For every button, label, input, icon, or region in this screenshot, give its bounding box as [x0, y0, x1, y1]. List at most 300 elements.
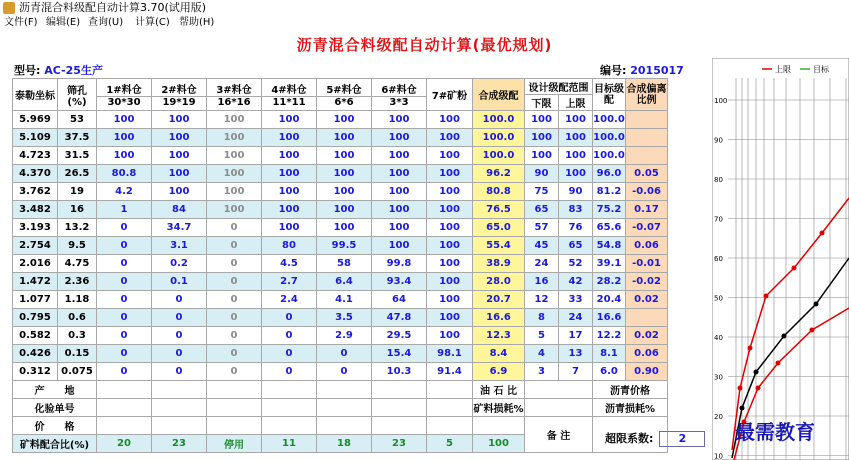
oil-ratio-spacer — [525, 381, 593, 399]
chart-point — [810, 328, 815, 333]
target-cell[interactable]: 6.0 — [593, 363, 626, 381]
legend-upper-label: 上限 — [775, 65, 791, 74]
bin-pass-cell[interactable]: 0.2 — [152, 255, 207, 273]
chart-point — [792, 266, 797, 271]
bin-pass-cell[interactable]: 0.1 — [152, 273, 207, 291]
bin-pass-cell[interactable]: 100 — [97, 111, 152, 129]
bin-pass-cell[interactable]: 100 — [427, 291, 473, 309]
upper-cell[interactable]: 100 — [559, 111, 593, 129]
test-no-bin-3[interactable] — [207, 399, 262, 417]
chart-point — [820, 231, 825, 236]
bin-pass-cell[interactable]: 47.8 — [372, 309, 427, 327]
test-no-powder[interactable] — [427, 399, 473, 417]
chart-point — [782, 334, 787, 339]
bin-pass-cell[interactable]: 100 — [427, 201, 473, 219]
bin-pass-cell[interactable]: 100 — [427, 309, 473, 327]
menu-bar — [0, 16, 849, 30]
bin-pass-cell[interactable]: 100 — [427, 327, 473, 345]
price-bin-4[interactable] — [262, 417, 317, 435]
bin-pass-cell[interactable]: 100 — [372, 183, 427, 201]
test-no-bin-4[interactable] — [262, 399, 317, 417]
bin-pass-cell[interactable]: 0 — [97, 327, 152, 345]
model-label: 型号: — [14, 64, 41, 77]
sieve-cell: 13.2 — [58, 219, 97, 237]
header-bin-4-label: 4#料仓 — [271, 85, 307, 96]
bin-pass-cell[interactable]: 99.8 — [372, 255, 427, 273]
taylor-cell: 0.582 — [13, 327, 58, 345]
bin-pass-cell[interactable]: 100 — [152, 165, 207, 183]
bin-pass-cell[interactable]: 0 — [97, 237, 152, 255]
deviation-cell: 0.90 — [626, 363, 668, 381]
bin-pass-cell[interactable]: 0 — [207, 345, 262, 363]
lower-cell[interactable]: 100 — [525, 111, 559, 129]
composite-cell: 55.4 — [473, 237, 525, 255]
price-bin-5[interactable] — [317, 417, 372, 435]
origin-label: 产 地 — [13, 381, 97, 399]
taylor-cell: 5.969 — [13, 111, 58, 129]
origin-bin-4[interactable] — [262, 381, 317, 399]
bin-pass-cell[interactable]: 100 — [317, 165, 372, 183]
bin-pass-cell[interactable]: 100 — [427, 165, 473, 183]
bin-pass-cell[interactable]: 100 — [262, 129, 317, 147]
lower-cell[interactable]: 100 — [525, 147, 559, 165]
header-bin-1 — [97, 79, 152, 111]
bin-pass-cell[interactable]: 100 — [427, 183, 473, 201]
bin-pass-cell[interactable]: 100 — [317, 147, 372, 165]
sieve-cell: 9.5 — [58, 237, 97, 255]
bin-pass-cell[interactable]: 0 — [207, 291, 262, 309]
ratio-bin-5[interactable]: 18 — [317, 435, 372, 453]
header-bin-6 — [372, 79, 427, 111]
lower-cell[interactable]: 75 — [525, 183, 559, 201]
bin-pass-cell[interactable]: 100 — [262, 147, 317, 165]
target-cell[interactable]: 12.2 — [593, 327, 626, 345]
deviation-cell — [626, 111, 668, 129]
header-bin-5-size: 6*6 — [317, 96, 371, 108]
oil-ratio-label: 油 石 比 — [473, 381, 525, 399]
lower-cell[interactable]: 12 — [525, 291, 559, 309]
bin-pass-cell[interactable]: 100 — [372, 219, 427, 237]
target-cell[interactable]: 28.2 — [593, 273, 626, 291]
bin-pass-cell[interactable]: 100 — [427, 129, 473, 147]
target-cell[interactable]: 100.0 — [593, 129, 626, 147]
test-no-bin-6[interactable] — [372, 399, 427, 417]
ratio-label: 矿料配合比(%) — [13, 435, 97, 453]
bin-pass-cell[interactable]: 100 — [262, 219, 317, 237]
overlimit-label: 超限系数: — [605, 432, 654, 445]
deviation-cell: 0.02 — [626, 327, 668, 345]
bin-pass-cell[interactable]: 100 — [317, 219, 372, 237]
bin-pass-cell[interactable]: 100 — [207, 165, 262, 183]
bin-pass-cell[interactable]: 93.4 — [372, 273, 427, 291]
test-no-bin-5[interactable] — [317, 399, 372, 417]
bin-pass-cell[interactable]: 0 — [97, 291, 152, 309]
upper-cell[interactable]: 90 — [559, 183, 593, 201]
taylor-cell: 0.426 — [13, 345, 58, 363]
header-sieve-label: 筛孔 — [67, 85, 87, 97]
bin-pass-cell[interactable]: 100 — [152, 147, 207, 165]
bin-pass-cell[interactable]: 4.5 — [262, 255, 317, 273]
bin-pass-cell[interactable]: 100 — [317, 201, 372, 219]
bin-pass-cell[interactable]: 100 — [372, 237, 427, 255]
bin-pass-cell[interactable]: 100 — [207, 129, 262, 147]
menu-file[interactable]: 文件(F) — [4, 17, 38, 28]
bin-pass-cell[interactable]: 100 — [317, 111, 372, 129]
target-cell[interactable]: 100.0 — [593, 147, 626, 165]
header-sieve-unit: (%) — [67, 96, 87, 108]
bin-pass-cell[interactable]: 0 — [207, 273, 262, 291]
deviation-cell: -0.02 — [626, 273, 668, 291]
bin-pass-cell[interactable]: 100 — [262, 201, 317, 219]
bin-pass-cell[interactable]: 0 — [97, 219, 152, 237]
bin-pass-cell[interactable]: 2.4 — [262, 291, 317, 309]
upper-cell[interactable]: 42 — [559, 273, 593, 291]
lower-cell[interactable]: 57 — [525, 219, 559, 237]
target-cell[interactable]: 81.2 — [593, 183, 626, 201]
bin-pass-cell[interactable]: 100 — [372, 201, 427, 219]
bin-pass-cell[interactable]: 100 — [427, 273, 473, 291]
sieve-cell: 16 — [58, 201, 97, 219]
sieve-cell: 37.5 — [58, 129, 97, 147]
header-upper: 上限 — [565, 99, 586, 110]
origin-bin-2[interactable] — [152, 381, 207, 399]
bin-pass-cell[interactable]: 0 — [262, 327, 317, 345]
bin-pass-cell[interactable]: 100 — [372, 111, 427, 129]
bin-pass-cell[interactable]: 2.9 — [317, 327, 372, 345]
chart-point — [748, 346, 753, 351]
ratio-bin-1[interactable]: 20 — [97, 435, 152, 453]
bin-pass-cell[interactable]: 10.3 — [372, 363, 427, 381]
overlimit-input[interactable]: 2 — [659, 431, 705, 447]
target-cell[interactable]: 16.6 — [593, 309, 626, 327]
header-sieve — [58, 79, 97, 111]
bin-pass-cell[interactable]: 100 — [372, 147, 427, 165]
deviation-cell: -0.07 — [626, 219, 668, 237]
lower-cell[interactable]: 24 — [525, 255, 559, 273]
origin-bin-6[interactable] — [372, 381, 427, 399]
header-powder: 7#矿粉 — [427, 79, 473, 111]
bin-pass-cell[interactable]: 0 — [97, 309, 152, 327]
bin-pass-cell[interactable]: 100 — [427, 219, 473, 237]
composite-cell: 6.9 — [473, 363, 525, 381]
chart-frame — [712, 58, 849, 460]
price-bin-2[interactable] — [152, 417, 207, 435]
chart-point — [740, 406, 745, 411]
y-tick-label: 10 — [714, 452, 723, 460]
price-bin-3[interactable] — [207, 417, 262, 435]
model-value: AC-25生产 — [44, 64, 103, 77]
composite-cell: 12.3 — [473, 327, 525, 345]
bin-pass-cell[interactable]: 99.5 — [317, 237, 372, 255]
header-composite: 合成级配 — [473, 79, 525, 111]
bin-pass-cell[interactable]: 98.1 — [427, 345, 473, 363]
mineral-loss-label: 矿料损耗% — [473, 399, 525, 417]
y-tick-label: 100 — [714, 97, 728, 105]
table-row — [13, 111, 668, 129]
y-tick-label: 80 — [714, 176, 723, 184]
menu-calc[interactable]: 计算(C) — [135, 17, 170, 28]
bin-pass-cell[interactable]: 0 — [207, 255, 262, 273]
ratio-bin-4[interactable]: 11 — [262, 435, 317, 453]
y-tick-label: 50 — [714, 294, 723, 303]
bin-pass-cell[interactable]: 84 — [152, 201, 207, 219]
taylor-cell: 3.762 — [13, 183, 58, 201]
bin-pass-cell[interactable]: 0 — [262, 345, 317, 363]
bin-pass-cell[interactable]: 2.7 — [262, 273, 317, 291]
bin-pass-cell[interactable]: 0 — [207, 327, 262, 345]
bin-pass-cell[interactable]: 0 — [152, 363, 207, 381]
header-bin-3 — [207, 79, 262, 111]
header-bin-1-size: 30*30 — [97, 96, 151, 108]
bin-pass-cell[interactable]: 0 — [152, 345, 207, 363]
header-bin-5-label: 5#料仓 — [326, 85, 362, 96]
header-bin-2-size: 19*19 — [152, 96, 206, 108]
table-row — [13, 147, 668, 165]
footer-section — [13, 381, 668, 453]
bin-pass-cell[interactable]: 100 — [262, 111, 317, 129]
deviation-cell — [626, 309, 668, 327]
bin-pass-cell[interactable]: 100 — [427, 237, 473, 255]
bin-pass-cell[interactable]: 0 — [97, 273, 152, 291]
header-bin-3-label: 3#料仓 — [216, 85, 252, 96]
bin-pass-cell[interactable]: 0 — [207, 219, 262, 237]
bin-pass-cell[interactable]: 100 — [427, 111, 473, 129]
composite-cell: 20.7 — [473, 291, 525, 309]
y-tick-label: 60 — [714, 255, 723, 263]
sieve-cell: 26.5 — [58, 165, 97, 183]
test-no-label: 化验单号 — [13, 399, 97, 417]
bin-pass-cell[interactable]: 0 — [207, 363, 262, 381]
code-label: 编号: — [600, 64, 627, 77]
upper-cell[interactable]: 52 — [559, 255, 593, 273]
mineral-loss-value[interactable] — [525, 399, 593, 417]
y-tick-label: 30 — [714, 373, 723, 382]
menu-edit[interactable]: 编辑(E) — [46, 17, 81, 28]
taylor-cell: 4.723 — [13, 147, 58, 165]
ratio-bin-2[interactable]: 23 — [152, 435, 207, 453]
bin-pass-cell[interactable]: 100 — [317, 129, 372, 147]
price-label: 价 格 — [13, 417, 97, 435]
bin-pass-cell[interactable]: 91.4 — [427, 363, 473, 381]
composite-cell: 100.0 — [473, 111, 525, 129]
lower-cell[interactable]: 4 — [525, 345, 559, 363]
lower-cell[interactable]: 8 — [525, 309, 559, 327]
chart-point — [764, 294, 769, 299]
taylor-cell: 0.312 — [13, 363, 58, 381]
menu-query[interactable]: 查询(U) — [88, 17, 124, 28]
table-row — [13, 165, 668, 183]
lower-cell[interactable]: 65 — [525, 201, 559, 219]
bin-pass-cell[interactable]: 100 — [372, 165, 427, 183]
header-bin-6-label: 6#料仓 — [381, 85, 417, 96]
bin-pass-cell[interactable]: 0 — [152, 291, 207, 309]
sieve-cell: 4.75 — [58, 255, 97, 273]
bin-pass-cell[interactable]: 80.8 — [97, 165, 152, 183]
upper-cell[interactable]: 100 — [559, 147, 593, 165]
price-powder[interactable] — [427, 417, 473, 435]
composite-cell: 76.5 — [473, 201, 525, 219]
target-cell[interactable]: 65.6 — [593, 219, 626, 237]
header-bin-2-label: 2#料仓 — [161, 85, 197, 96]
bin-pass-cell[interactable]: 100 — [97, 147, 152, 165]
origin-bin-5[interactable] — [317, 381, 372, 399]
upper-cell[interactable]: 76 — [559, 219, 593, 237]
taylor-cell: 1.472 — [13, 273, 58, 291]
bin-pass-cell[interactable]: 100 — [152, 129, 207, 147]
lower-cell[interactable]: 3 — [525, 363, 559, 381]
y-tick-label: 70 — [714, 215, 723, 224]
header-lower: 下限 — [525, 95, 559, 110]
chart-point — [738, 386, 743, 391]
price-bin-1[interactable] — [97, 417, 152, 435]
ratio-bin-3[interactable]: 停用 — [207, 435, 262, 453]
lower-cell[interactable]: 100 — [525, 129, 559, 147]
bin-pass-cell[interactable]: 0 — [317, 345, 372, 363]
ratio-powder[interactable]: 5 — [427, 435, 473, 453]
upper-cell[interactable]: 33 — [559, 291, 593, 309]
upper-cell[interactable]: 100 — [559, 165, 593, 183]
table-row — [13, 255, 668, 273]
table-row — [13, 237, 668, 255]
bin-pass-cell[interactable]: 0 — [262, 309, 317, 327]
header-design-range-label: 设计级配范围 — [528, 83, 589, 94]
bin-pass-cell[interactable]: 100 — [427, 255, 473, 273]
sieve-cell: 0.15 — [58, 345, 97, 363]
upper-cell[interactable]: 100 — [559, 129, 593, 147]
page-title: 沥青混合料级配自动计算(最优规划) — [296, 36, 553, 54]
taylor-cell: 0.795 — [13, 309, 58, 327]
gradation-table — [12, 78, 668, 453]
table-row — [13, 363, 668, 381]
bin-pass-cell[interactable]: 29.5 — [372, 327, 427, 345]
test-no-bin-2[interactable] — [152, 399, 207, 417]
bin-pass-cell[interactable]: 80 — [262, 237, 317, 255]
taylor-cell: 1.077 — [13, 291, 58, 309]
price-composite — [473, 417, 525, 435]
bin-pass-cell[interactable]: 4.1 — [317, 291, 372, 309]
taylor-cell: 4.370 — [13, 165, 58, 183]
composite-cell: 38.9 — [473, 255, 525, 273]
bin-pass-cell[interactable]: 0 — [97, 363, 152, 381]
target-cell[interactable]: 20.4 — [593, 291, 626, 309]
upper-cell[interactable]: 65 — [559, 237, 593, 255]
bin-pass-cell[interactable]: 15.4 — [372, 345, 427, 363]
lower-cell[interactable]: 45 — [525, 237, 559, 255]
ratio-bin-6[interactable]: 23 — [372, 435, 427, 453]
lower-cell[interactable]: 16 — [525, 273, 559, 291]
table-row — [13, 327, 668, 345]
bin-pass-cell[interactable]: 0 — [262, 363, 317, 381]
bin-pass-cell[interactable]: 3.1 — [152, 237, 207, 255]
bin-pass-cell[interactable]: 100 — [427, 147, 473, 165]
bin-pass-cell[interactable]: 58 — [317, 255, 372, 273]
composite-cell: 100.0 — [473, 147, 525, 165]
bin-pass-cell[interactable]: 0 — [317, 363, 372, 381]
upper-cell[interactable]: 13 — [559, 345, 593, 363]
overlimit-field — [605, 430, 705, 447]
bin-pass-cell[interactable]: 100 — [372, 129, 427, 147]
table-row — [13, 309, 668, 327]
bin-pass-cell[interactable]: 100 — [207, 147, 262, 165]
bin-pass-cell[interactable]: 34.7 — [152, 219, 207, 237]
target-cell[interactable]: 100.0 — [593, 111, 626, 129]
bin-pass-cell[interactable]: 0 — [152, 327, 207, 345]
taylor-cell: 5.109 — [13, 129, 58, 147]
y-tick-label: 40 — [714, 334, 723, 342]
legend-target-label: 目标 — [813, 65, 829, 74]
target-cell[interactable]: 39.1 — [593, 255, 626, 273]
bin-pass-cell[interactable]: 0 — [207, 309, 262, 327]
model-info — [14, 62, 103, 78]
bin-pass-cell[interactable]: 100 — [207, 111, 262, 129]
bin-pass-cell[interactable]: 100 — [262, 183, 317, 201]
upper-cell[interactable]: 83 — [559, 201, 593, 219]
price-bin-6[interactable] — [372, 417, 427, 435]
bin-pass-cell[interactable]: 100 — [97, 129, 152, 147]
upper-cell[interactable]: 7 — [559, 363, 593, 381]
origin-powder[interactable] — [427, 381, 473, 399]
bin-pass-cell[interactable]: 100 — [262, 165, 317, 183]
header-bin-4 — [262, 79, 317, 111]
bin-pass-cell[interactable]: 0 — [97, 255, 152, 273]
code-info — [600, 62, 684, 78]
table-row — [13, 273, 668, 291]
deviation-cell — [626, 147, 668, 165]
sieve-cell: 31.5 — [58, 147, 97, 165]
origin-bin-1[interactable] — [97, 381, 152, 399]
target-cell[interactable]: 8.1 — [593, 345, 626, 363]
bin-pass-cell[interactable]: 100 — [152, 183, 207, 201]
table-row — [13, 129, 668, 147]
bin-pass-cell[interactable]: 100 — [207, 201, 262, 219]
deviation-cell — [626, 129, 668, 147]
chart-point — [776, 361, 781, 366]
table-row — [13, 345, 668, 363]
composite-cell: 100.0 — [473, 129, 525, 147]
bin-pass-cell[interactable]: 0 — [97, 345, 152, 363]
header-deviation: 合成偏离比例 — [626, 79, 668, 111]
bin-pass-cell[interactable]: 6.4 — [317, 273, 372, 291]
bin-pass-cell[interactable]: 4.2 — [97, 183, 152, 201]
bin-pass-cell[interactable]: 64 — [372, 291, 427, 309]
sieve-cell: 0.075 — [58, 363, 97, 381]
header-design-range — [525, 79, 593, 111]
deviation-cell: 0.06 — [626, 237, 668, 255]
target-cell[interactable]: 54.8 — [593, 237, 626, 255]
lower-cell[interactable]: 5 — [525, 327, 559, 345]
test-no-bin-1[interactable] — [97, 399, 152, 417]
bin-pass-cell[interactable]: 1 — [97, 201, 152, 219]
bin-pass-cell[interactable]: 0 — [207, 237, 262, 255]
bin-pass-cell[interactable]: 100 — [317, 183, 372, 201]
asphalt-loss-label: 沥青损耗% — [593, 399, 668, 417]
menu-help[interactable]: 帮助(H) — [179, 17, 215, 28]
upper-cell[interactable]: 17 — [559, 327, 593, 345]
bin-pass-cell[interactable]: 0 — [152, 309, 207, 327]
lower-cell[interactable]: 90 — [525, 165, 559, 183]
bin-pass-cell[interactable]: 100 — [207, 183, 262, 201]
deviation-cell: -0.01 — [626, 255, 668, 273]
taylor-cell: 3.482 — [13, 201, 58, 219]
bin-pass-cell[interactable]: 3.5 — [317, 309, 372, 327]
composite-cell: 65.0 — [473, 219, 525, 237]
target-cell[interactable]: 75.2 — [593, 201, 626, 219]
chart-point — [814, 302, 819, 307]
target-cell[interactable]: 96.0 — [593, 165, 626, 183]
origin-bin-3[interactable] — [207, 381, 262, 399]
bin-pass-cell[interactable]: 100 — [152, 111, 207, 129]
upper-cell[interactable]: 24 — [559, 309, 593, 327]
